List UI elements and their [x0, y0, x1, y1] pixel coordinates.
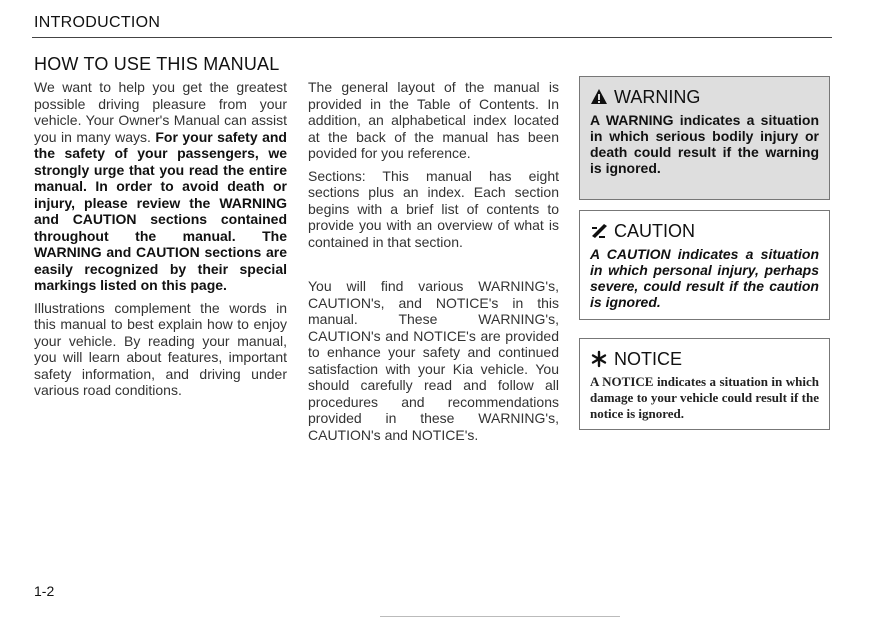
page-number: 1-2: [34, 583, 55, 599]
sections-paragraph: Sections: This manual has eight sections plus an index. Each section begins with a brief list of contents to provide you with an overview of what is contained in that section.: [308, 167, 559, 250]
intro-column-1: [34, 79, 287, 399]
caution-text: A CAUTION indicates a situation in which personal injury, perhaps severe, could result if the caution is ignored.: [590, 246, 819, 310]
warning-title-row: [590, 87, 819, 107]
caution-title-row: [590, 221, 819, 241]
intro-column-2: [308, 79, 559, 443]
warning-text: A WARNING indicates a situation in which serious bodily injury or death could result if the warning is ignored.: [590, 112, 819, 176]
notice-title-row: [590, 349, 819, 369]
intro-paragraph-1-bold: For your safety and the safety of your passengers, we strongly urge that you read the entire manual. In order to avoid death or injury, please review the WARNING and CAUTION sections contained throughout the manual. The WARNING and CAUTION sections are easily recognized by their special markings listed on this page.: [34, 128, 287, 293]
caution-box: [579, 210, 830, 320]
intro-paragraph-1: [34, 79, 287, 294]
caution-title: CAUTION: [614, 221, 695, 241]
layout-paragraph: The general layout of the manual is provided in the Table of Contents. In addition, an alphabetical index located at the back of the manual has been povided for you reference.: [308, 79, 559, 161]
intro-paragraph-2: Illustrations complement the words in this manual to best explain how to enjoy your vehicle. By reading your manual, you will learn about features, important safety information, and driving under various road conditions.: [34, 299, 287, 398]
notice-title: NOTICE: [614, 349, 683, 369]
header-divider: [32, 37, 832, 38]
warning-title: WARNING: [614, 87, 701, 107]
notice-asterisk-icon: [590, 350, 608, 368]
intro-paragraph-1-plain: We want to help you get the greatest possible driving pleasure from your vehicle. Your Owner's Manual can assist you in many ways.: [34, 79, 287, 145]
notices-paragraph: You will find various WARNING's, CAUTION's, and NOTICE's in this manual. These WARNING's, CAUTION's and NOTICE's are provided to enhance your safety and continued satisfaction with your Kia vehicle. You should carefully read and follow all procedures and recommendations provided in these WARNING's, CAUTION's and NOTICE's.: [308, 278, 559, 443]
warning-box: [579, 76, 830, 200]
section-title: INTRODUCTION: [34, 14, 161, 31]
page-heading: HOW TO USE THIS MANUAL: [34, 54, 280, 74]
notice-box: [579, 338, 830, 430]
notice-text: A NOTICE indicates a situation in which damage to your vehicle could result if the notice is ignored.: [590, 374, 819, 421]
footer-divider: [380, 616, 620, 617]
warning-triangle-icon: [590, 88, 608, 106]
caution-slash-icon: [590, 222, 608, 240]
